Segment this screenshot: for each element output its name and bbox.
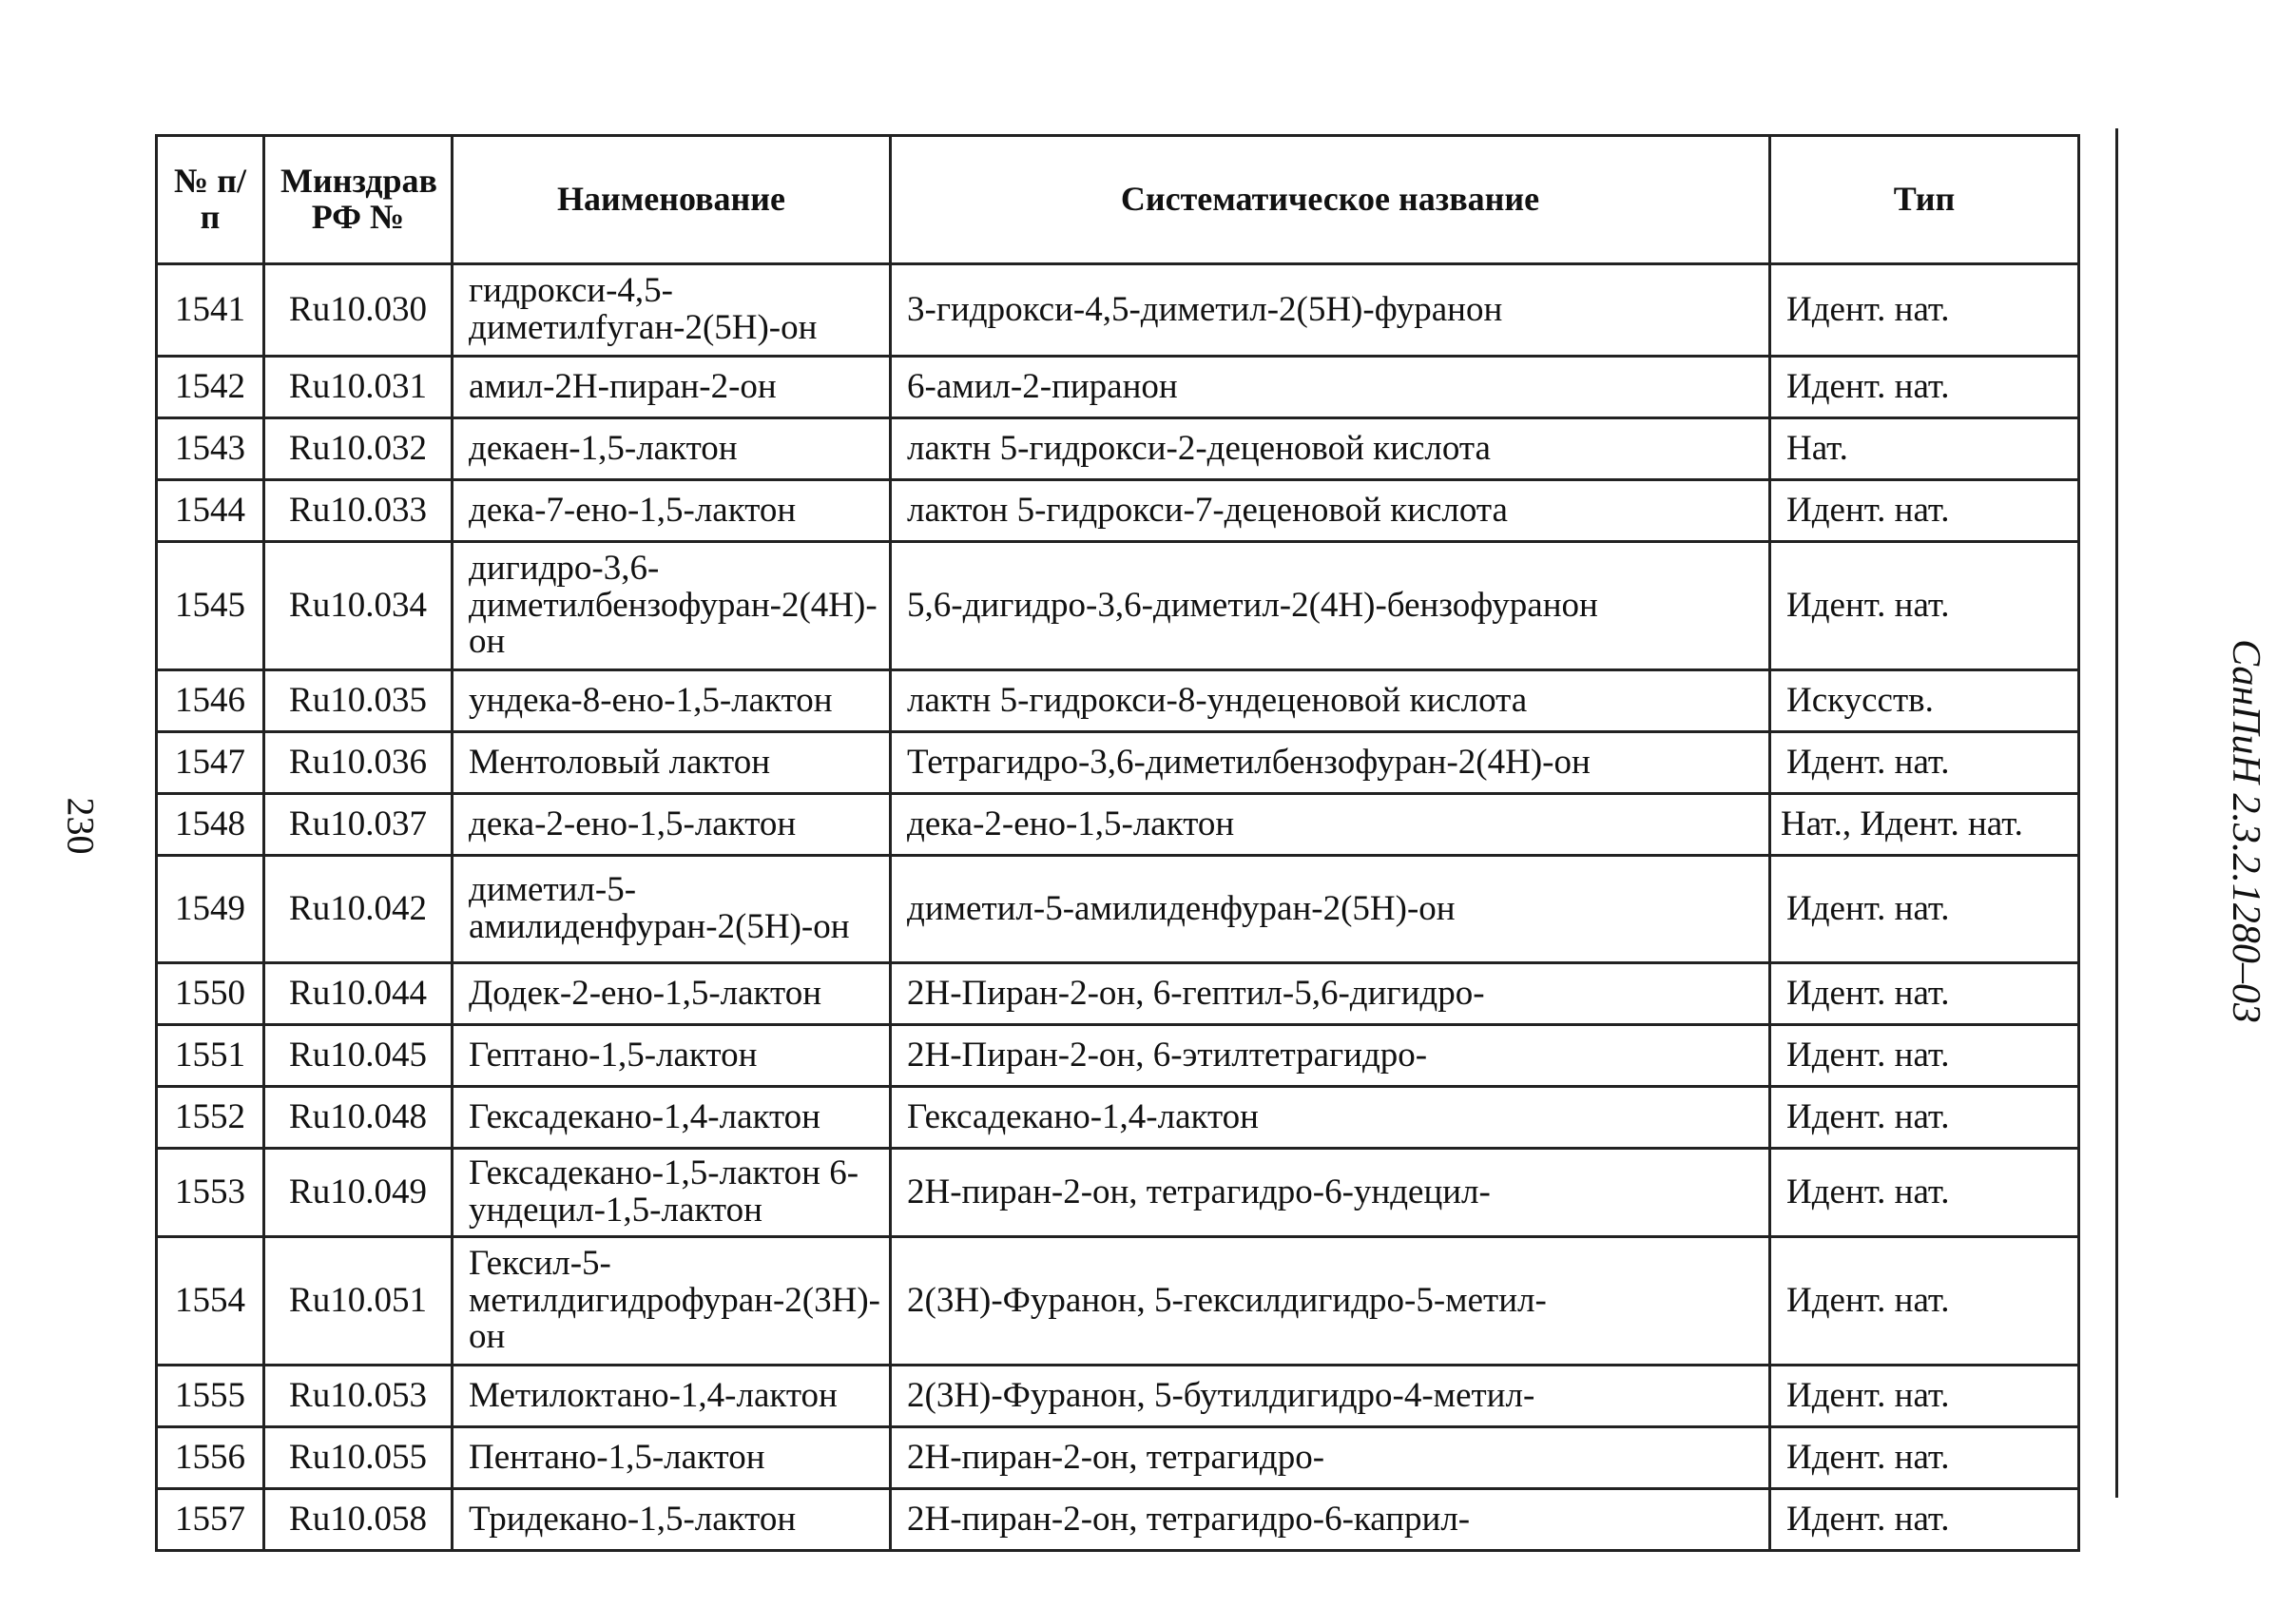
cell-type: Идент. нат. bbox=[1770, 1025, 2079, 1087]
table-row bbox=[157, 1149, 2079, 1237]
table-row bbox=[157, 1237, 2079, 1366]
cell-code: Ru10.033 bbox=[264, 480, 453, 542]
cell-code: Ru10.045 bbox=[264, 1025, 453, 1087]
cell-systematic: Гексадекано-1,4-лактон bbox=[891, 1087, 1770, 1149]
cell-systematic: Тетрагидро-3,6-диметилбензофуран-2(4Н)-он bbox=[891, 732, 1770, 794]
cell-code: Ru10.031 bbox=[264, 357, 453, 418]
cell-systematic: лактон 5-гидрокси-7-деценовой кислота bbox=[891, 480, 1770, 542]
cell-num: 1548 bbox=[157, 794, 264, 856]
cell-type: Нат. bbox=[1770, 418, 2079, 480]
cell-num: 1555 bbox=[157, 1366, 264, 1427]
cell-num: 1551 bbox=[157, 1025, 264, 1087]
table-row bbox=[157, 480, 2079, 542]
cell-type: Идент. нат. bbox=[1770, 1366, 2079, 1427]
document-code: СанПиН 2.3.2.1280–03 bbox=[2223, 639, 2267, 1023]
cell-systematic: 2(3Н)-Фуранон, 5-бутилдигидро-4-метил- bbox=[891, 1366, 1770, 1427]
header-ministry-code: Минздрав РФ № bbox=[264, 136, 453, 264]
cell-systematic: лактн 5-гидрокси-2-деценовой кислота bbox=[891, 418, 1770, 480]
cell-code: Ru10.048 bbox=[264, 1087, 453, 1149]
header-num: № п/п bbox=[157, 136, 264, 264]
cell-type: Идент. нат. bbox=[1770, 1087, 2079, 1149]
cell-type: Идент. нат. bbox=[1770, 542, 2079, 670]
cell-systematic: 5,6-дигидро-3,6-диметил-2(4Н)-бензофуранон bbox=[891, 542, 1770, 670]
table-row bbox=[157, 1025, 2079, 1087]
cell-systematic: 2Н-пиран-2-он, тетрагидро- bbox=[891, 1427, 1770, 1489]
cell-num: 1557 bbox=[157, 1489, 264, 1551]
cell-type: Идент. нат. bbox=[1770, 480, 2079, 542]
table-row bbox=[157, 1427, 2079, 1489]
cell-name: дека-7-ено-1,5-лактон bbox=[453, 480, 891, 542]
cell-type: Нат., Идент. нат. bbox=[1770, 794, 2079, 856]
cell-num: 1552 bbox=[157, 1087, 264, 1149]
cell-systematic: 2Н-пиран-2-он, тетрагидро-6-ундецил- bbox=[891, 1149, 1770, 1237]
cell-name: Тридекано-1,5-лактон bbox=[453, 1489, 891, 1551]
cell-code: Ru10.055 bbox=[264, 1427, 453, 1489]
cell-type: Идент. нат. bbox=[1770, 1149, 2079, 1237]
cell-type: Идент. нат. bbox=[1770, 357, 2079, 418]
table-row bbox=[157, 357, 2079, 418]
cell-code: Ru10.035 bbox=[264, 670, 453, 732]
cell-systematic: 3-гидрокси-4,5-диметил-2(5Н)-фуранон bbox=[891, 264, 1770, 357]
table-row bbox=[157, 856, 2079, 963]
cell-num: 1554 bbox=[157, 1237, 264, 1366]
cell-systematic: 6-амил-2-пиранон bbox=[891, 357, 1770, 418]
cell-code: Ru10.037 bbox=[264, 794, 453, 856]
cell-name: Ментоловый лактон bbox=[453, 732, 891, 794]
cell-type: Искусств. bbox=[1770, 670, 2079, 732]
cell-code: Ru10.034 bbox=[264, 542, 453, 670]
cell-code: Ru10.042 bbox=[264, 856, 453, 963]
table-row bbox=[157, 732, 2079, 794]
cell-systematic: диметил-5-амилиденфуран-2(5Н)-он bbox=[891, 856, 1770, 963]
cell-type: Идент. нат. bbox=[1770, 732, 2079, 794]
cell-name: Додек-2-ено-1,5-лактон bbox=[453, 963, 891, 1025]
cell-systematic: лактн 5-гидрокси-8-ундеценовой кислота bbox=[891, 670, 1770, 732]
cell-code: Ru10.036 bbox=[264, 732, 453, 794]
header-type: Тип bbox=[1770, 136, 2079, 264]
cell-systematic: 2Н-Пиран-2-он, 6-гептил-5,6-дигидро- bbox=[891, 963, 1770, 1025]
cell-type: Идент. нат. bbox=[1770, 1489, 2079, 1551]
cell-name: ундека-8-ено-1,5-лактон bbox=[453, 670, 891, 732]
cell-num: 1550 bbox=[157, 963, 264, 1025]
cell-systematic: дека-2-ено-1,5-лактон bbox=[891, 794, 1770, 856]
cell-type: Идент. нат. bbox=[1770, 856, 2079, 963]
cell-systematic: 2(3Н)-Фуранон, 5-гексилдигидро-5-метил- bbox=[891, 1237, 1770, 1366]
cell-name: Гексил-5-метилдигидрофуран-2(3Н)-он bbox=[453, 1237, 891, 1366]
cell-num: 1547 bbox=[157, 732, 264, 794]
cell-code: Ru10.058 bbox=[264, 1489, 453, 1551]
table-row bbox=[157, 963, 2079, 1025]
table-row bbox=[157, 1489, 2079, 1551]
table-row bbox=[157, 418, 2079, 480]
cell-code: Ru10.032 bbox=[264, 418, 453, 480]
cell-num: 1545 bbox=[157, 542, 264, 670]
cell-name: Метилоктано-1,4-лактон bbox=[453, 1366, 891, 1427]
cell-name: гидрокси-4,5-диметилfуган-2(5Н)-он bbox=[453, 264, 891, 357]
table-row bbox=[157, 1087, 2079, 1149]
cell-name: Пентано-1,5-лактон bbox=[453, 1427, 891, 1489]
header-name: Наименование bbox=[453, 136, 891, 264]
cell-code: Ru10.053 bbox=[264, 1366, 453, 1427]
cell-name: дека-2-ено-1,5-лактон bbox=[453, 794, 891, 856]
cell-name: диметил-5-амилиденфуран-2(5Н)-он bbox=[453, 856, 891, 963]
cell-num: 1546 bbox=[157, 670, 264, 732]
cell-type: Идент. нат. bbox=[1770, 963, 2079, 1025]
cell-type: Идент. нат. bbox=[1770, 1427, 2079, 1489]
cell-code: Ru10.030 bbox=[264, 264, 453, 357]
cell-code: Ru10.051 bbox=[264, 1237, 453, 1366]
table-row bbox=[157, 794, 2079, 856]
cell-type: Идент. нат. bbox=[1770, 1237, 2079, 1366]
cell-name: дигидро-3,6-диметилбензофуран-2(4Н)-он bbox=[453, 542, 891, 670]
cell-name: амил-2Н-пиран-2-он bbox=[453, 357, 891, 418]
page-number: 230 bbox=[59, 797, 103, 855]
cell-name: Гептано-1,5-лактон bbox=[453, 1025, 891, 1087]
cell-num: 1543 bbox=[157, 418, 264, 480]
cell-num: 1544 bbox=[157, 480, 264, 542]
cell-name: Гексадекано-1,5-лактон 6-ундецил-1,5-лактон bbox=[453, 1149, 891, 1237]
cell-code: Ru10.044 bbox=[264, 963, 453, 1025]
header-row bbox=[157, 136, 2079, 264]
cell-name: Гексадекано-1,4-лактон bbox=[453, 1087, 891, 1149]
cell-num: 1541 bbox=[157, 264, 264, 357]
cell-systematic: 2Н-пиран-2-он, тетрагидро-6-каприл- bbox=[891, 1489, 1770, 1551]
cell-num: 1549 bbox=[157, 856, 264, 963]
cell-num: 1542 bbox=[157, 357, 264, 418]
table-row bbox=[157, 542, 2079, 670]
cell-num: 1553 bbox=[157, 1149, 264, 1237]
cell-code: Ru10.049 bbox=[264, 1149, 453, 1237]
lactones-table bbox=[155, 134, 2080, 1552]
cell-type: Идент. нат. bbox=[1770, 264, 2079, 357]
table-row bbox=[157, 670, 2079, 732]
cell-systematic: 2Н-Пиран-2-он, 6-этилтетрагидро- bbox=[891, 1025, 1770, 1087]
table-row bbox=[157, 264, 2079, 357]
header-systematic-name: Систематическое название bbox=[891, 136, 1770, 264]
side-rule bbox=[2115, 128, 2118, 1498]
cell-name: декаен-1,5-лактон bbox=[453, 418, 891, 480]
cell-num: 1556 bbox=[157, 1427, 264, 1489]
table-row bbox=[157, 1366, 2079, 1427]
